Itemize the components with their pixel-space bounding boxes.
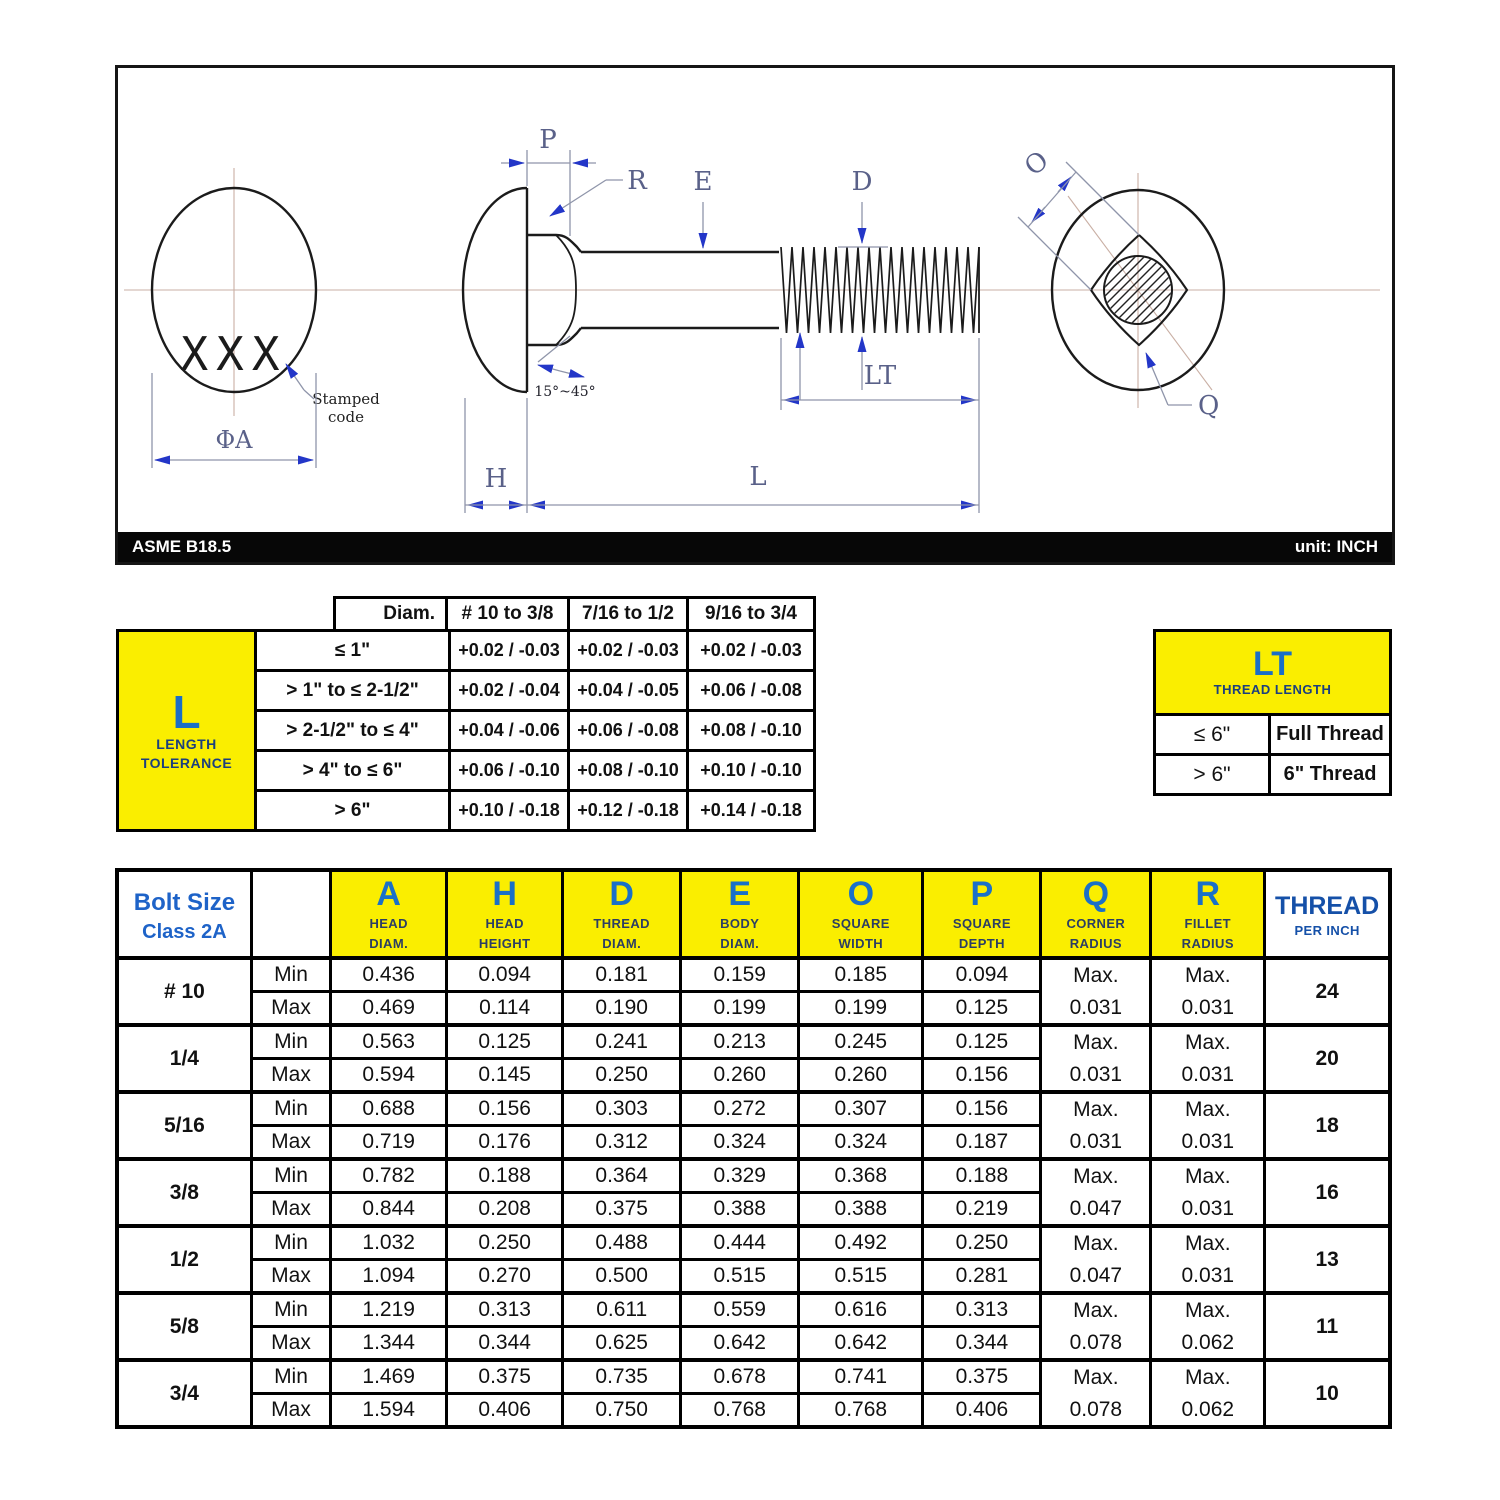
corner-radius-cell [1041, 1226, 1151, 1293]
value-cell: 0.145 [447, 1059, 563, 1093]
r-value: 0.062 [1181, 1397, 1235, 1421]
value-cell: 0.094 [923, 958, 1041, 992]
ltol-value: +0.02 / -0.03 [448, 629, 570, 672]
q-value: 0.031 [1069, 995, 1123, 1019]
value-cell: 0.642 [681, 1327, 799, 1361]
value-cell: 0.388 [799, 1193, 923, 1227]
min-label: Min [251, 1025, 330, 1059]
max-abbr: Max. [1073, 1299, 1119, 1322]
max-abbr: Max. [1073, 1098, 1119, 1121]
value-cell: 0.190 [563, 992, 681, 1026]
max-abbr: Max. [1185, 1098, 1231, 1121]
tpi-cell: 10 [1265, 1360, 1390, 1427]
table-row [117, 1159, 1390, 1193]
value-cell: 0.176 [447, 1126, 563, 1160]
fillet-radius-cell [1151, 1360, 1265, 1427]
tpi-cell: 18 [1265, 1092, 1390, 1159]
ltol-value: +0.06 / -0.08 [567, 709, 689, 752]
max-label: Max [251, 1327, 330, 1361]
value-cell: 0.492 [799, 1226, 923, 1260]
value-cell: 0.741 [799, 1360, 923, 1394]
col-sub2: DIAM. [369, 935, 409, 951]
ltol-value: +0.04 / -0.05 [567, 669, 689, 712]
value-cell: 1.469 [331, 1360, 447, 1394]
value-cell: 0.563 [331, 1025, 447, 1059]
value-cell: 0.616 [799, 1293, 923, 1327]
value-cell: 0.375 [447, 1360, 563, 1394]
lt-title-box [1153, 629, 1392, 716]
size-cell: 1/2 [117, 1226, 251, 1293]
ltol-value: +0.08 / -0.10 [567, 749, 689, 792]
ltol-value: +0.06 / -0.08 [686, 669, 816, 712]
ltol-col-header: 7/16 to 1/2 [567, 596, 689, 632]
fillet-radius-cell [1151, 958, 1265, 1025]
size-cell: 5/16 [117, 1092, 251, 1159]
value-cell: 0.260 [799, 1059, 923, 1093]
head-back-view [1018, 146, 1224, 421]
value-cell: 0.260 [681, 1059, 799, 1093]
value-cell: 0.642 [799, 1327, 923, 1361]
size-cell: 5/8 [117, 1293, 251, 1360]
table-row [117, 1025, 1390, 1059]
col-sub1: HEAD [485, 916, 524, 932]
q-value: 0.031 [1069, 1129, 1123, 1153]
value-cell: 0.768 [681, 1394, 799, 1428]
value-cell: 0.250 [563, 1059, 681, 1093]
col-sub1: SQUARE [952, 916, 1011, 932]
bolt-size-line2: Class 2A [142, 920, 227, 943]
col-letter: P [970, 874, 994, 913]
value-cell: 0.270 [447, 1260, 563, 1294]
value-cell: 0.281 [923, 1260, 1041, 1294]
ltol-col-header: # 10 to 3/8 [445, 596, 570, 632]
unit-label: unit: INCH [1294, 537, 1378, 556]
col-header-p [923, 870, 1041, 958]
side-view-dimensions [465, 150, 979, 513]
corner-radius-cell [1041, 1092, 1151, 1159]
dim-label-q: Q [1198, 391, 1220, 421]
fillet-radius-cell [1151, 1092, 1265, 1159]
q-value: 0.078 [1069, 1330, 1123, 1354]
ltol-value: +0.04 / -0.06 [448, 709, 570, 752]
max-label: Max [251, 992, 330, 1026]
max-abbr: Max. [1185, 1232, 1231, 1255]
value-cell: 0.375 [563, 1193, 681, 1227]
value-cell: 0.187 [923, 1126, 1041, 1160]
value-cell: 0.735 [563, 1360, 681, 1394]
value-cell: 0.125 [923, 992, 1041, 1026]
value-cell: 0.241 [563, 1025, 681, 1059]
r-value: 0.031 [1181, 1196, 1235, 1220]
dim-label-p: P [539, 125, 557, 155]
min-label: Min [251, 1293, 330, 1327]
size-cell: 3/8 [117, 1159, 251, 1226]
value-cell: 1.032 [331, 1226, 447, 1260]
lt-row-label: ≤ 6" [1153, 713, 1271, 756]
ltol-row-label: > 6" [254, 789, 451, 832]
max-abbr: Max. [1073, 1165, 1119, 1188]
size-cell: # 10 [117, 958, 251, 1025]
max-abbr: Max. [1073, 1031, 1119, 1054]
col-sub1: THREAD [593, 916, 650, 932]
fillet-radius-cell [1151, 1226, 1265, 1293]
value-cell: 0.303 [563, 1092, 681, 1126]
ltol-title-box [116, 629, 257, 832]
col-sub2: HEIGHT [478, 935, 531, 951]
value-cell: 0.488 [563, 1226, 681, 1260]
col-sub2: DIAM. [720, 935, 760, 951]
dimension-table [115, 868, 1392, 1429]
col-sub1: HEAD [369, 916, 408, 932]
max-abbr: Max. [1185, 964, 1231, 987]
corner-radius-cell [1041, 958, 1151, 1025]
ltol-value: +0.02 / -0.03 [686, 629, 816, 672]
tpi-cell: 20 [1265, 1025, 1390, 1092]
value-cell: 0.272 [681, 1092, 799, 1126]
value-cell: 0.250 [923, 1226, 1041, 1260]
col-letter: E [728, 874, 752, 913]
value-cell: 0.625 [563, 1327, 681, 1361]
col-header-r [1151, 870, 1265, 958]
max-label: Max [251, 1193, 330, 1227]
value-cell: 0.219 [923, 1193, 1041, 1227]
corner-radius-cell [1041, 1159, 1151, 1226]
tpi-cell: 13 [1265, 1226, 1390, 1293]
ltol-value: +0.02 / -0.04 [448, 669, 570, 712]
col-sub2: WIDTH [838, 935, 884, 951]
ltol-row-label: > 1" to ≤ 2-1/2" [254, 669, 451, 712]
col-letter: R [1195, 874, 1221, 913]
col-letter: Q [1082, 874, 1110, 913]
value-cell: 0.436 [331, 958, 447, 992]
ltol-title-sub2: TOLERANCE [140, 754, 233, 771]
min-label: Min [251, 958, 330, 992]
ltol-diam-header: Diam. [333, 596, 448, 632]
col-sub2: RADIUS [1069, 935, 1122, 951]
col-header-e [681, 870, 799, 958]
thread-header-line1: THREAD [1275, 892, 1380, 921]
value-cell: 0.159 [681, 958, 799, 992]
bolt-size-header [117, 870, 251, 958]
thread-per-inch-header [1265, 870, 1390, 958]
dim-label-h: H [484, 464, 508, 494]
value-cell: 1.094 [331, 1260, 447, 1294]
col-letter: H [492, 874, 517, 913]
stamp-note-line1: Stamped [312, 390, 380, 408]
value-cell: 0.750 [563, 1394, 681, 1428]
value-cell: 0.199 [681, 992, 799, 1026]
dim-label-l: L [749, 462, 767, 492]
min-label: Min [251, 1360, 330, 1394]
col-letter: A [376, 874, 401, 913]
ltol-value: +0.02 / -0.03 [567, 629, 689, 672]
q-value: 0.078 [1069, 1397, 1123, 1421]
centerlines [124, 168, 1380, 416]
tpi-cell: 24 [1265, 958, 1390, 1025]
side-view-labels [485, 125, 897, 494]
col-sub2: DIAM. [602, 935, 642, 951]
ltol-value: +0.10 / -0.18 [448, 789, 570, 832]
min-label: Min [251, 1226, 330, 1260]
value-cell: 1.344 [331, 1327, 447, 1361]
col-header-q [1041, 870, 1151, 958]
value-cell: 0.406 [923, 1394, 1041, 1428]
minmax-header [251, 870, 330, 958]
lt-title-sub: THREAD LENGTH [1213, 681, 1332, 697]
table-row [117, 1360, 1390, 1394]
angle-note: 15°~45° [534, 384, 596, 400]
r-value: 0.031 [1181, 1129, 1235, 1153]
value-cell: 0.208 [447, 1193, 563, 1227]
min-label: Min [251, 1092, 330, 1126]
table-row [117, 1226, 1390, 1260]
value-cell: 0.678 [681, 1360, 799, 1394]
value-cell: 0.181 [563, 958, 681, 992]
value-cell: 0.185 [799, 958, 923, 992]
value-cell: 1.219 [331, 1293, 447, 1327]
q-value: 0.047 [1069, 1263, 1123, 1287]
value-cell: 0.324 [799, 1126, 923, 1160]
ltol-row-label: ≤ 1" [254, 629, 451, 672]
drawing-panel [115, 65, 1395, 565]
col-letter: O [847, 874, 875, 913]
max-abbr: Max. [1073, 1366, 1119, 1389]
dim-label-lt: LT [863, 361, 897, 391]
max-label: Max [251, 1126, 330, 1160]
dim-label-r: R [627, 166, 647, 196]
corner-radius-cell [1041, 1360, 1151, 1427]
head-front-view [152, 188, 380, 468]
fillet-radius-cell [1151, 1159, 1265, 1226]
tpi-cell: 16 [1265, 1159, 1390, 1226]
value-cell: 0.156 [923, 1059, 1041, 1093]
value-cell: 0.559 [681, 1293, 799, 1327]
lt-row-value: Full Thread [1268, 713, 1392, 756]
value-cell: 0.313 [447, 1293, 563, 1327]
corner-radius-cell [1041, 1293, 1151, 1360]
value-cell: 0.368 [799, 1159, 923, 1193]
ltol-col-header: 9/16 to 3/4 [686, 596, 816, 632]
value-cell: 0.844 [331, 1193, 447, 1227]
value-cell: 0.500 [563, 1260, 681, 1294]
value-cell: 0.312 [563, 1126, 681, 1160]
value-cell: 0.156 [923, 1092, 1041, 1126]
value-cell: 0.114 [447, 992, 563, 1026]
min-label: Min [251, 1159, 330, 1193]
ltol-row-label: > 2-1/2" to ≤ 4" [254, 709, 451, 752]
max-label: Max [251, 1059, 330, 1093]
lt-title-letter: LT [1252, 644, 1292, 683]
dim-label-d: D [851, 167, 873, 197]
r-value: 0.062 [1181, 1330, 1235, 1354]
stamp-note-line2: code [328, 408, 364, 426]
r-value: 0.031 [1181, 1062, 1235, 1086]
value-cell: 0.199 [799, 992, 923, 1026]
value-cell: 0.313 [923, 1293, 1041, 1327]
max-abbr: Max. [1185, 1299, 1231, 1322]
value-cell: 0.213 [681, 1025, 799, 1059]
ltol-value: +0.08 / -0.10 [686, 709, 816, 752]
ltol-title-letter: L [172, 685, 201, 738]
col-letter: D [609, 874, 634, 913]
header-row [117, 870, 1390, 958]
ltol-row-label: > 4" to ≤ 6" [254, 749, 451, 792]
ltol-title-sub1: LENGTH [156, 735, 217, 752]
value-cell: 0.611 [563, 1293, 681, 1327]
table-row [117, 1092, 1390, 1126]
table-row [117, 958, 1390, 992]
value-cell: 0.375 [923, 1360, 1041, 1394]
col-header-d [563, 870, 681, 958]
col-header-o [799, 870, 923, 958]
table-row [117, 1293, 1390, 1327]
fillet-radius-cell [1151, 1293, 1265, 1360]
max-abbr: Max. [1185, 1031, 1231, 1054]
col-sub1: CORNER [1066, 916, 1126, 932]
bolt-technical-drawing [118, 68, 1392, 532]
ltol-value: +0.06 / -0.10 [448, 749, 570, 792]
value-cell: 0.344 [923, 1327, 1041, 1361]
value-cell: 0.188 [923, 1159, 1041, 1193]
max-abbr: Max. [1073, 964, 1119, 987]
size-cell: 3/4 [117, 1360, 251, 1427]
col-sub1: SQUARE [831, 916, 890, 932]
value-cell: 0.245 [799, 1025, 923, 1059]
value-cell: 0.125 [447, 1025, 563, 1059]
tpi-cell: 11 [1265, 1293, 1390, 1360]
value-cell: 0.768 [799, 1394, 923, 1428]
value-cell: 0.188 [447, 1159, 563, 1193]
corner-radius-cell [1041, 1025, 1151, 1092]
dim-label-o: O [1019, 145, 1055, 183]
value-cell: 0.388 [681, 1193, 799, 1227]
value-cell: 0.250 [447, 1226, 563, 1260]
value-cell: 0.364 [563, 1159, 681, 1193]
max-abbr: Max. [1073, 1232, 1119, 1255]
max-abbr: Max. [1185, 1366, 1231, 1389]
value-cell: 0.515 [681, 1260, 799, 1294]
value-cell: 0.406 [447, 1394, 563, 1428]
value-cell: 0.719 [331, 1126, 447, 1160]
max-label: Max [251, 1394, 330, 1428]
value-cell: 1.594 [331, 1394, 447, 1428]
col-header-h [447, 870, 563, 958]
ltol-value: +0.12 / -0.18 [567, 789, 689, 832]
value-cell: 0.444 [681, 1226, 799, 1260]
col-sub2: RADIUS [1181, 935, 1234, 951]
thread-header-line2: PER INCH [1294, 922, 1360, 938]
value-cell: 0.594 [331, 1059, 447, 1093]
lt-row-value: 6" Thread [1268, 753, 1392, 796]
fillet-radius-cell [1151, 1025, 1265, 1092]
col-sub1: FILLET [1184, 916, 1231, 932]
value-cell: 0.515 [799, 1260, 923, 1294]
dim-label-e: E [693, 167, 713, 197]
ltol-value: +0.14 / -0.18 [686, 789, 816, 832]
lt-row-label: > 6" [1153, 753, 1271, 796]
q-value: 0.031 [1069, 1062, 1123, 1086]
value-cell: 0.469 [331, 992, 447, 1026]
value-cell: 0.094 [447, 958, 563, 992]
value-cell: 0.156 [447, 1092, 563, 1126]
dim-label-phiA: ΦA [215, 426, 253, 454]
value-cell: 0.782 [331, 1159, 447, 1193]
stamp-text: XXX [180, 327, 288, 381]
col-sub2: DEPTH [958, 935, 1005, 951]
col-sub1: BODY [720, 916, 760, 932]
value-cell: 0.344 [447, 1327, 563, 1361]
value-cell: 0.324 [681, 1126, 799, 1160]
value-cell: 0.688 [331, 1092, 447, 1126]
bolt-size-line1: Bolt Size [133, 888, 236, 916]
standard-label: ASME B18.5 [132, 537, 232, 556]
max-abbr: Max. [1185, 1165, 1231, 1188]
value-cell: 0.329 [681, 1159, 799, 1193]
value-cell: 0.125 [923, 1025, 1041, 1059]
q-value: 0.047 [1069, 1196, 1123, 1220]
col-header-a [331, 870, 447, 958]
r-value: 0.031 [1181, 995, 1235, 1019]
value-cell: 0.307 [799, 1092, 923, 1126]
max-label: Max [251, 1260, 330, 1294]
r-value: 0.031 [1181, 1263, 1235, 1287]
drawing-title-bar [118, 532, 1392, 562]
ltol-value: +0.10 / -0.10 [686, 749, 816, 792]
size-cell: 1/4 [117, 1025, 251, 1092]
